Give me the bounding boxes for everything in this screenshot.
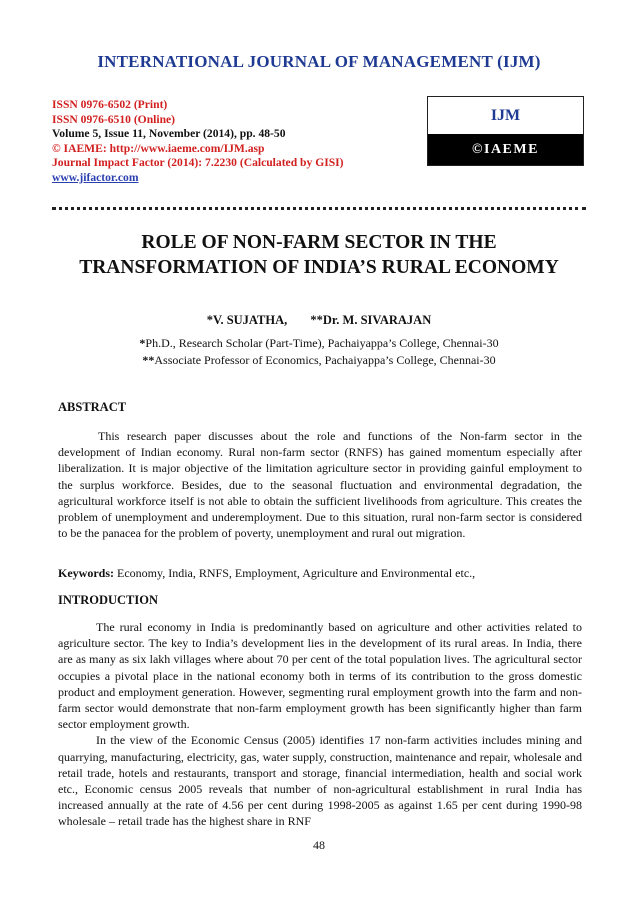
intro-paragraph-1: The rural economy in India is predominantly based on agriculture and other activities related to agriculture sector. The key to India’s development lies in the development of its rural areas. In India, there are as many as six lakh villages where about 70 per cent of the total population lives. The agricultural sector occupies a pivotal place in the national economy both in terms of its contribution to the gross domestic product and employment generation. However, segmenting rural employment growth into the farm and non-farm sector would demonstrate that non-farm employment growth has been significantly higher than farm sector employment growth. [58,620,582,732]
introduction-heading: INTRODUCTION [58,593,159,607]
affiliation-2-text: Associate Professor of Economics, Pachaiyappa’s College, Chennai-30 [154,353,496,367]
volume-info: Volume 5, Issue 11, November (2014), pp. 48-50 [52,127,286,141]
logo-ijm: IJM [428,97,583,134]
iaeme-url[interactable]: © IAEME: http://www.iaeme.com/IJM.asp [52,141,265,155]
page-number: 48 [313,838,325,852]
title-line-2: TRANSFORMATION OF INDIA’S RURAL ECONOMY [79,257,559,278]
publication-info [52,98,344,186]
intro-paragraph-2: In the view of the Economic Census (2005) identifies 17 non-farm activities includes mining and quarrying, manufacturing, electricity, gas, water supply, construction, maintenance and repair, wholesale and retail trade, hotels and restaurants, transport and storage, financial intermediation, health and social work etc., Economic census 2005 reveals that number of non-agricultural establishment in rural India has increased annually at the rate of 4.56 per cent during 1998-2005 as against 1.65 per cent during 1990-98 wholesale – retail trade has the highest share in RNF [58,733,582,829]
keywords-label: Keywords: [58,566,114,580]
author-1: *V. SUJATHA, [206,313,288,327]
introduction-body [58,619,582,830]
issn-online: ISSN 0976-6510 (Online) [52,112,176,126]
affiliations [0,335,638,369]
authors [0,313,638,328]
impact-factor: Journal Impact Factor (2014): 7.2230 (Calculated by GISI) [52,156,344,170]
logo-iaeme: ©IAEME [428,134,583,165]
keywords [58,566,475,581]
keywords-text: Economy, India, RNFS, Employment, Agriculture and Environmental etc., [117,566,476,580]
abstract-body [58,428,582,541]
affiliation-1-mark: * [139,336,146,350]
abstract-heading: ABSTRACT [58,400,127,414]
abstract-text: This research paper discusses about the role and functions of the Non-farm sector in the development of Indian economy. Rural non-farm sector (RNFS) has gained momentum especially after liberalization. It is major objective of the limitation agriculture sector in providing gainful employment to the surplus workforce. Besides, due to the seasonal fluctuation and environmental degradation, the agricultural workforce itself is not able to obtain the sufficient livelihoods from agriculture. This creates the problem of unemployment and underemployment. Due to this situation, rural non-farm sector is considered to be the panacea for the problem of poverty, unemployment and rural out migration. [58,429,582,541]
affiliation-2-mark: ** [142,353,155,367]
affiliation-1 [0,335,638,352]
paper-title [0,230,638,280]
affiliation-2 [0,352,638,369]
issn-print: ISSN 0976-6502 (Print) [52,98,168,111]
journal-name: INTERNATIONAL JOURNAL OF MANAGEMENT (IJM) [97,52,541,71]
journal-logo [427,96,584,166]
affiliation-1-text: Ph.D., Research Scholar (Part-Time), Pachaiyappa’s College, Chennai-30 [145,336,499,350]
author-2: **Dr. M. SIVARAJAN [310,313,432,327]
jifactor-link[interactable]: www.jifactor.com [52,170,139,184]
title-line-1: ROLE OF NON-FARM SECTOR IN THE [141,232,497,253]
dotted-divider [52,207,586,210]
